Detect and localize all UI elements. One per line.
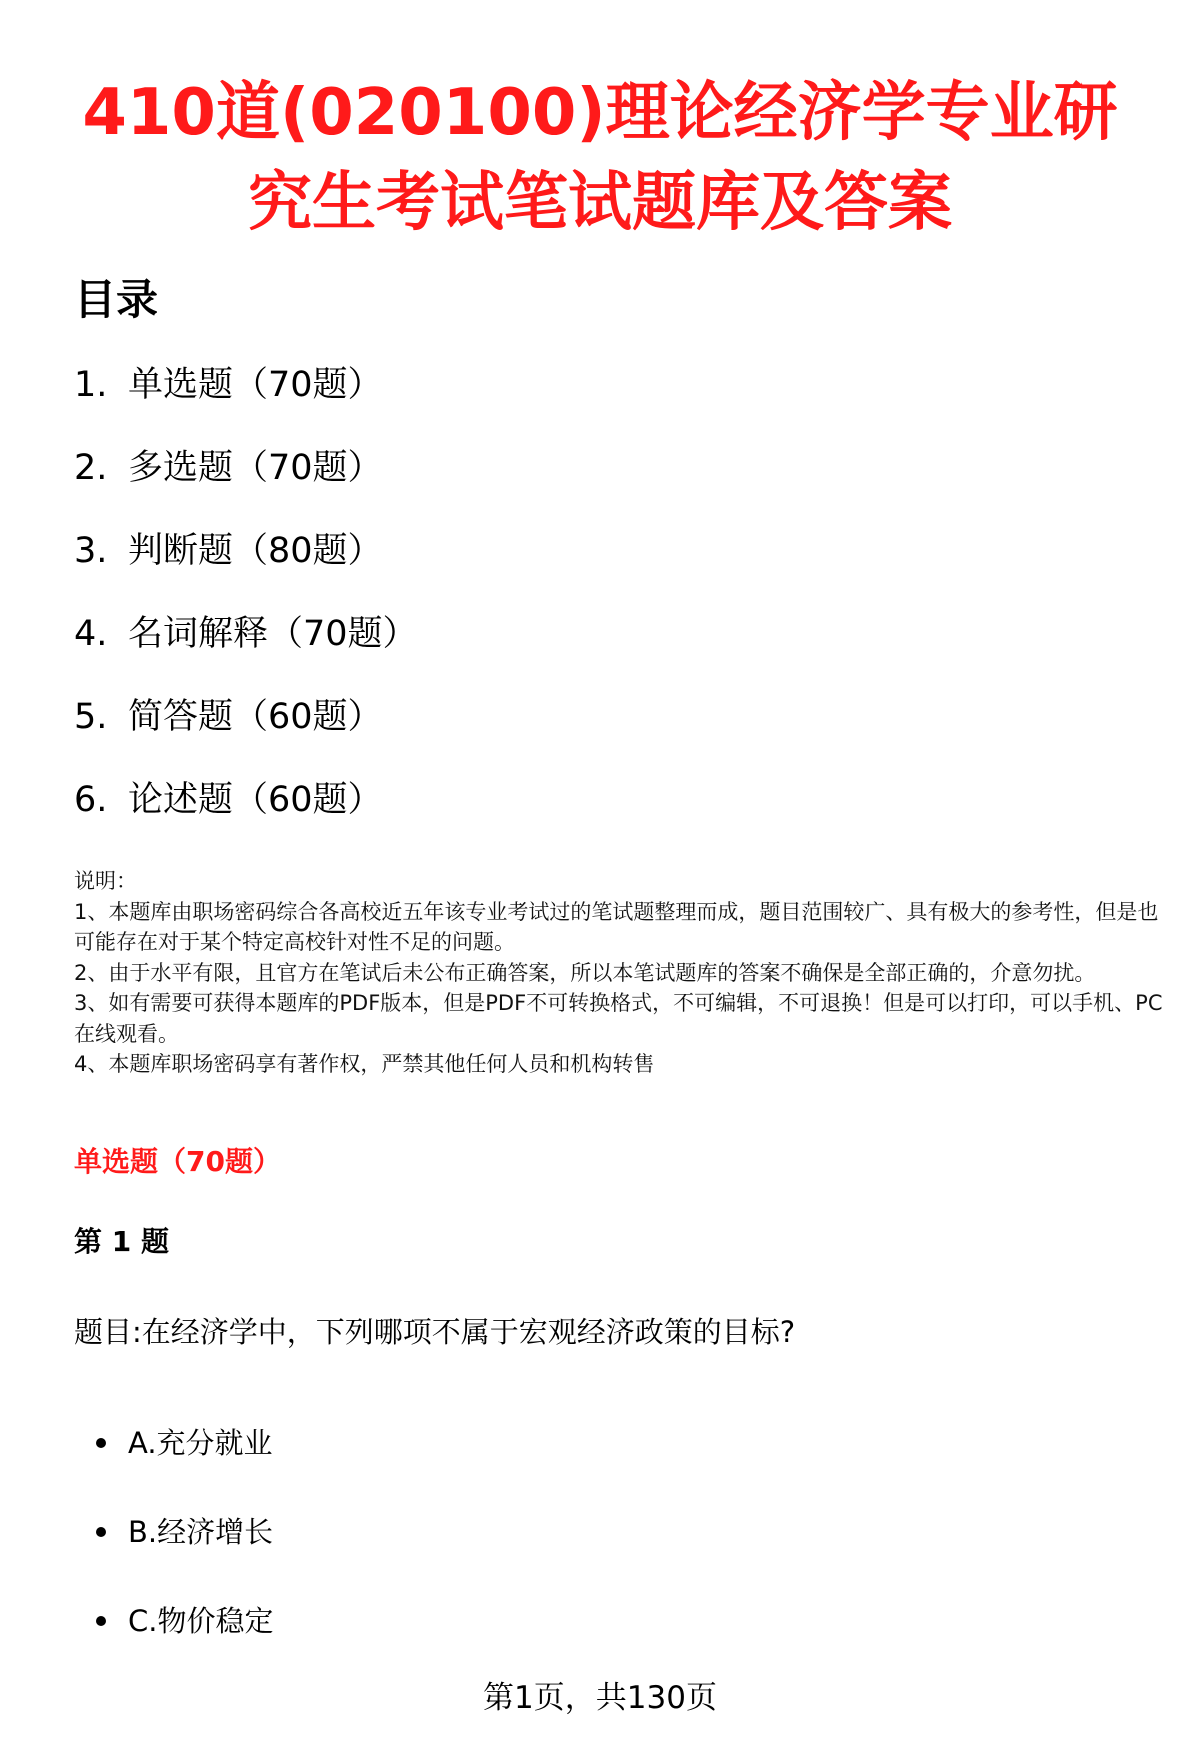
option-item xyxy=(96,1487,273,1576)
toc-heading: 目录 xyxy=(74,275,159,324)
section-heading: 单选题（70题） xyxy=(74,1145,281,1178)
toc-item xyxy=(74,692,418,775)
toc-item-label: 简答题（60题） xyxy=(128,697,383,737)
option-item xyxy=(96,1398,273,1487)
toc-item-number: 2. xyxy=(74,448,108,488)
toc-item-number: 6. xyxy=(74,780,108,820)
toc-item-number: 5. xyxy=(74,697,108,737)
toc-item xyxy=(74,360,418,443)
option-label: B.经济增长 xyxy=(128,1514,274,1549)
notes-heading: 说明： xyxy=(74,869,137,893)
toc-item-number: 1. xyxy=(74,365,108,405)
bullet-icon xyxy=(96,1527,106,1537)
option-label: A.充分就业 xyxy=(128,1425,273,1460)
toc-item xyxy=(74,443,418,526)
toc-item-number: 3. xyxy=(74,531,108,571)
toc-item xyxy=(74,775,418,858)
options-list xyxy=(96,1398,273,1665)
toc-item-label: 判断题（80题） xyxy=(128,531,383,571)
toc-item xyxy=(74,609,418,692)
toc-item xyxy=(74,526,418,609)
note-line: 2、由于水平有限，且官方在笔试后未公布正确答案，所以本笔试题库的答案不确保是全部正确的，介意勿扰。 xyxy=(74,960,1096,985)
option-item xyxy=(96,1576,273,1665)
bullet-icon xyxy=(96,1616,106,1626)
question-number: 第 1 题 xyxy=(74,1225,169,1258)
toc-item-label: 多选题（70题） xyxy=(128,448,383,488)
option-label: C.物价稳定 xyxy=(128,1603,274,1638)
note-line: 4、本题库职场密码享有著作权，严禁其他任何人员和机构转售 xyxy=(74,1052,655,1076)
note-line: 1、本题库由职场密码综合各高校近五年该专业考试过的笔试题整理而成，题目范围较广、具有极大的参考性，但是也可能存在对于某个特定高校针对性不足的问题。 xyxy=(74,899,1159,954)
toc-list xyxy=(74,360,418,858)
bullet-icon xyxy=(96,1438,106,1448)
note-line: 3、如有需要可获得本题库的PDF版本，但是PDF不可转换格式，不可编辑，不可退换！但是可以打印，可以手机、PC在线观看。 xyxy=(74,991,1163,1046)
toc-item-label: 单选题（70题） xyxy=(128,365,383,405)
page-footer: 第1页，共130页 xyxy=(483,1680,717,1716)
toc-item-number: 4. xyxy=(74,614,108,654)
toc-item-label: 名词解释（70题） xyxy=(128,614,418,654)
question-text: 题目:在经济学中，下列哪项不属于宏观经济政策的目标? xyxy=(74,1315,796,1349)
document-title: 410道(020100)理论经济学专业研究生考试笔试题库及答案 xyxy=(82,76,1118,240)
toc-item-label: 论述题（60题） xyxy=(128,780,383,820)
notes-block xyxy=(74,866,1164,1080)
